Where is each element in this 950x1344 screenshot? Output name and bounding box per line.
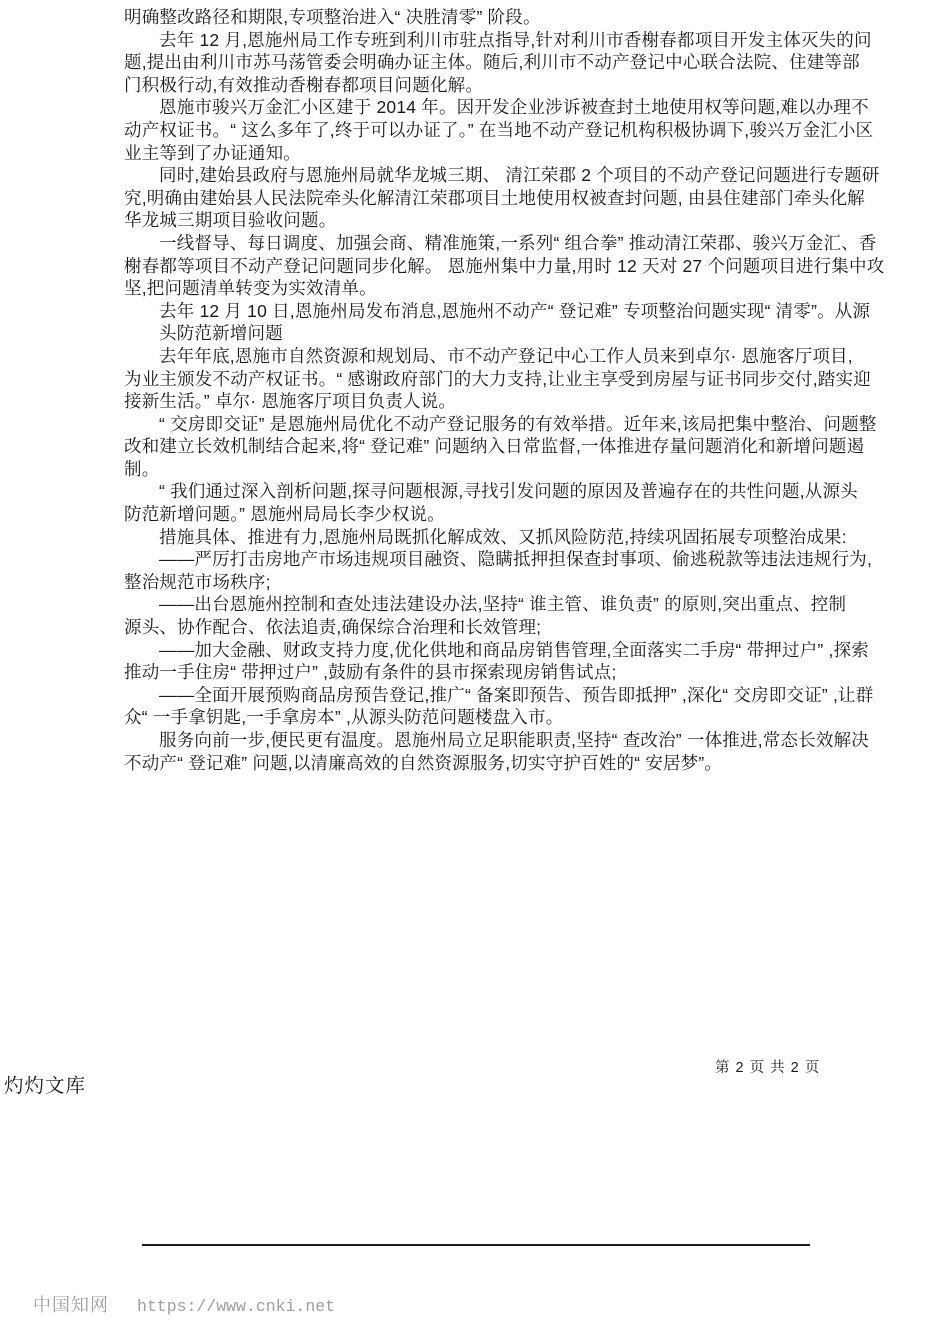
- document-line: 不动产“ 登记难” 问题,以清廉高效的自然资源服务,切实守护百姓的“ 安居梦”。: [124, 752, 723, 773]
- document-line: 防范新增问题。” 恩施州局局长李少权说。: [124, 504, 445, 525]
- document-line: 整治规范市场秩序;: [124, 571, 271, 592]
- document-line: ——全面开展预购商品房预告登记,推广“ 备案即预告、预告即抵押” ,深化“ 交房即交证” ,让群: [159, 684, 874, 705]
- document-line: 众“ 一手拿钥匙,一手拿房本” ,从源头防范问题楼盘入市。: [124, 707, 564, 728]
- document-line: 接新生活。” 卓尔· 恩施客厅项目负责人说。: [124, 391, 457, 412]
- document-line: 动产权证书。“ 这么多年了,终于可以办证了。” 在当地不动产登记机构积极协调下,骏兴万金汇小区: [124, 119, 874, 140]
- document-line: 措施具体、推进有力,恩施州局既抓化解成效、又抓风险防范,持续巩固拓展专项整治成果:: [159, 526, 847, 547]
- document-line: 服务向前一步,便民更有温度。恩施州局立足职能职责,坚持“ 查改治” 一体推进,常态长效解决: [159, 730, 869, 750]
- document-line: ——加大金融、财政支持力度,优化供地和商品房销售管理,全面落实二手房“ 带押过户” ,探索: [159, 639, 869, 660]
- cnki-site-name: 中国知网: [33, 1295, 109, 1315]
- document-line: 去年 12 月 10 日,恩施州局发布消息,恩施州不动产“ 登记难” 专项整治问题实现“ 清零”。从源: [159, 300, 871, 321]
- document-line: 为业主颁发不动产权证书。“ 感谢政府部门的大力支持,让业主享受到房屋与证书同步交付,踏实迎: [124, 368, 871, 389]
- document-line: 明确整改路径和期限,专项整治进入“ 决胜清零” 阶段。: [124, 7, 541, 27]
- document-line: 华龙城三期项目验收问题。: [124, 210, 337, 231]
- document-line: 头防范新增问题: [159, 323, 283, 344]
- document-line: ——出台恩施州控制和查处违法建设办法,坚持“ 谁主管、谁负责” 的原则,突出重点、控制: [159, 594, 847, 615]
- document-line: 坚,把问题清单转变为实效清单。: [124, 278, 377, 299]
- document-line: 同时,建始县政府与恩施州局就华龙城三期、 清江荣郡 2 个项目的不动产登记问题进行专题研: [159, 165, 880, 186]
- document-line: 制。: [124, 458, 160, 479]
- document-line: 题,提出由利川市苏马荡管委会明确办证主体。随后,利川市不动产登记中心联合法院、住建等部: [124, 52, 860, 73]
- document-line: 恩施市骏兴万金汇小区建于 2014 年。因开发企业涉诉被查封土地使用权等问题,难以办理不: [159, 97, 869, 118]
- document-line: 源头、协作配合、依法追责,确保综合治理和长效管理;: [124, 617, 542, 638]
- document-text-block: [124, 6, 885, 774]
- document-line: “ 交房即交证” 是恩施州局优化不动产登记服务的有效举措。近年来,该局把集中整治、问题整: [159, 413, 877, 434]
- document-line: 榭春都等项目不动产登记问题同步化解。 恩施州集中力量,用时 12 天对 27 个问题项目进行集中攻: [124, 255, 885, 276]
- page-number: 第 2 页 共 2 页: [715, 1060, 821, 1076]
- document-line: 门积极行动,有效推动香榭春都项目问题化解。: [124, 74, 484, 95]
- cnki-site-url: https://www.cnki.net: [137, 1297, 336, 1316]
- document-line: ——严厉打击房地产市场违规项目融资、隐瞒抵押担保查封事项、偷逃税款等违法违规行为,: [159, 549, 873, 570]
- document-line: 一线督导、每日调度、加强会商、精准施策,一系列“ 组合拳” 推动清江荣郡、骏兴万金汇、香: [159, 232, 877, 253]
- footer-divider-line: [142, 1244, 810, 1246]
- cnki-watermark: [33, 1291, 335, 1317]
- document-line: 改和建立长效机制结合起来,将“ 登记难” 问题纳入日常监督,一体推进存量问题消化和新增问题遏: [124, 436, 865, 457]
- library-brand-watermark: 灼灼文库: [4, 1075, 87, 1097]
- document-line: 业主等到了办证通知。: [124, 142, 301, 163]
- document-line: 去年年底,恩施市自然资源和规划局、市不动产登记中心工作人员来到卓尔· 恩施客厅项目,: [159, 345, 853, 366]
- document-line: 推动一手住房“ 带押过户” ,鼓励有条件的县市探索现房销售试点;: [124, 662, 617, 683]
- document-line: 去年 12 月,恩施州局工作专班到利川市驻点指导,针对利川市香榭春都项目开发主体灭失的问: [159, 29, 872, 50]
- document-line: “ 我们通过深入剖析问题,探寻问题根源,寻找引发问题的原因及普遍存在的共性问题,从源头: [159, 481, 858, 502]
- document-line: 究,明确由建始县人民法院牵头化解清江荣郡项目土地使用权被查封问题, 由县住建部门牵头化解: [124, 187, 865, 208]
